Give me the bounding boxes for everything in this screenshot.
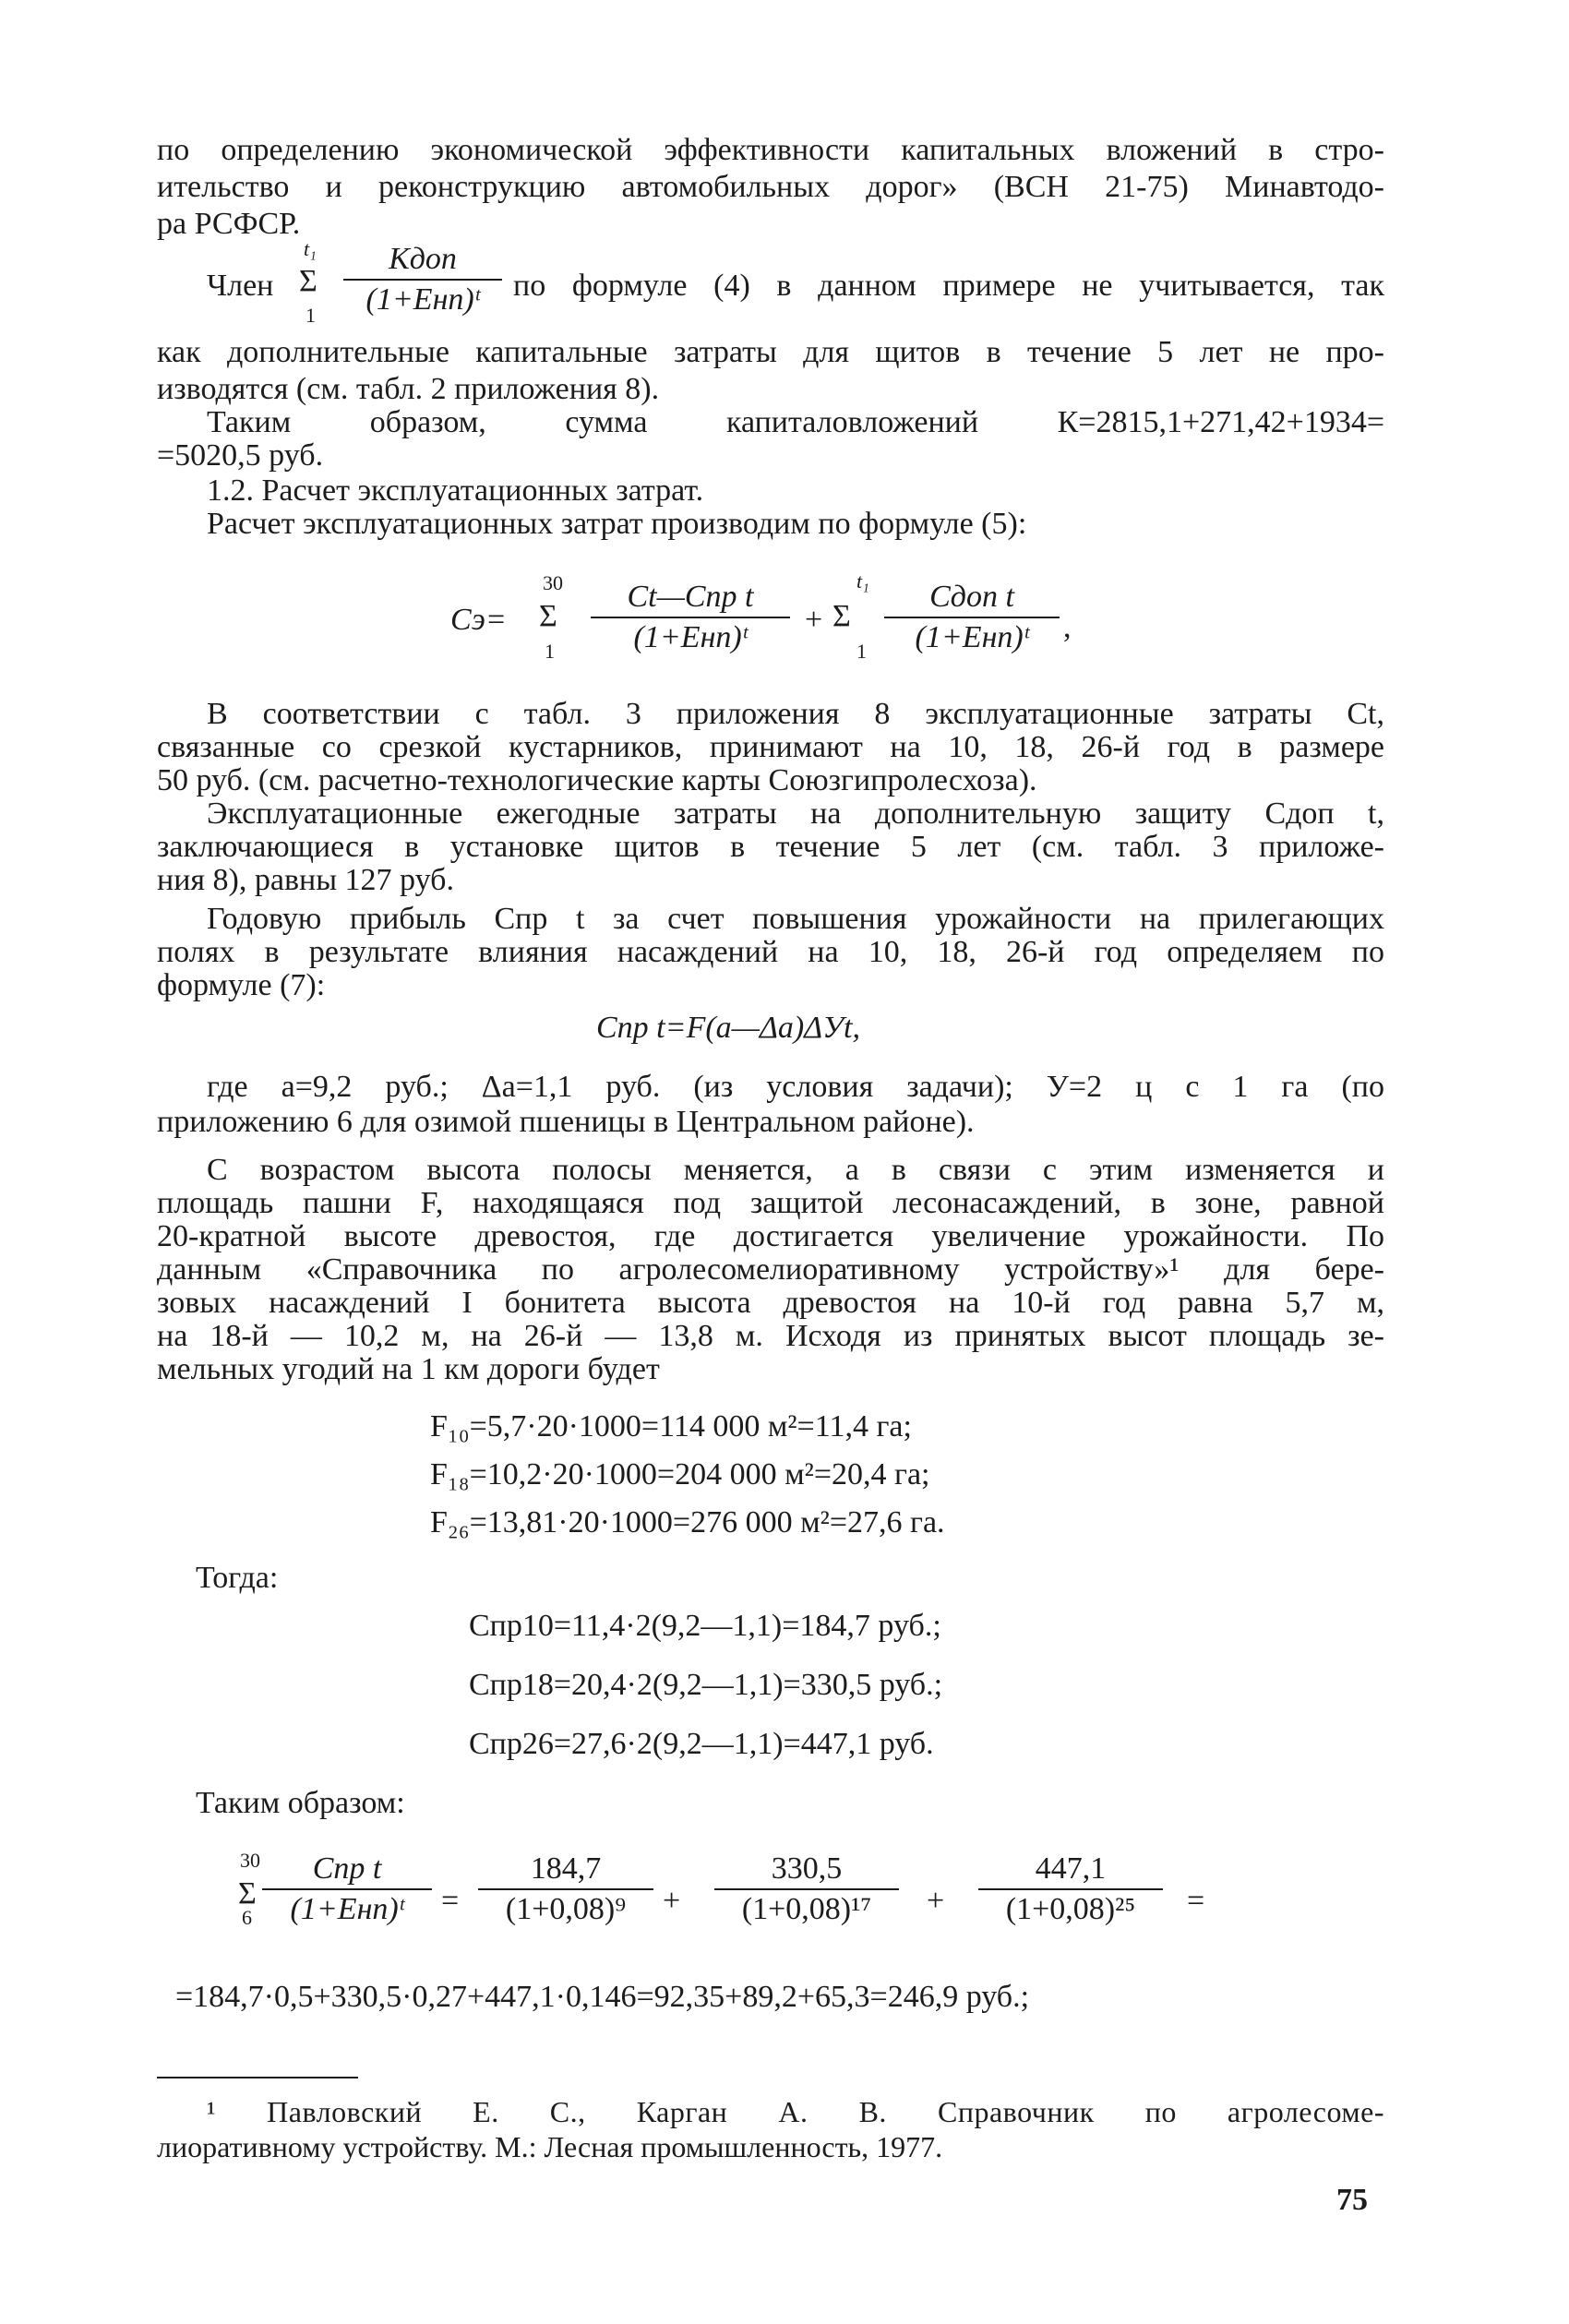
text-line: Эксплуатационные ежегодные затраты на дополнительную защиту Сдоп t, xyxy=(207,797,1384,831)
fraction-numerator: 330,5 xyxy=(771,1851,843,1886)
fraction-numerator: Спр t xyxy=(312,1851,382,1886)
text-line: заключающиеся в установке щитов в течение 5 лет (см. табл. 3 приложе- xyxy=(157,830,1384,864)
formula-limit: 6 xyxy=(242,1906,252,1929)
formula-limit: t₁ xyxy=(856,569,869,593)
fraction-denominator: (1+0,08)¹⁷ xyxy=(741,1892,872,1926)
sigma-symbol: Σ xyxy=(299,264,317,298)
formula-fraction xyxy=(591,580,790,655)
formula-fraction xyxy=(884,580,1060,655)
text-line: Тогда: xyxy=(196,1561,279,1595)
text-line: по формуле (4) в данном примере не учитывается, так xyxy=(513,269,1384,303)
plus-sign: + xyxy=(927,1884,945,1918)
sigma-symbol: Σ xyxy=(238,1876,257,1911)
text-line: на 18-й — 10,2 м, на 26-й — 13,8 м. Исходя из принятых высот площадь зе- xyxy=(157,1319,1384,1353)
fraction-bar xyxy=(591,617,790,618)
formula-lhs: Сэ= xyxy=(450,603,507,637)
page-number: 75 xyxy=(1336,2183,1368,2217)
formula-fraction xyxy=(262,1851,432,1927)
formula-fraction xyxy=(343,242,502,317)
formula: Спр26=27,6·2(9,2—1,1)=447,1 руб. xyxy=(469,1727,934,1761)
text-line: =5020,5 руб. xyxy=(157,438,324,473)
text-line: Таким образом: xyxy=(196,1786,405,1820)
fraction-numerator: Кдоп xyxy=(389,242,457,276)
fraction-bar xyxy=(714,1888,899,1890)
equals-sign: = xyxy=(441,1884,460,1918)
fraction-denominator: (1+Енп)ᵗ xyxy=(365,282,480,317)
fraction-numerator: Сt—Спр t xyxy=(627,580,754,614)
text-line: 1.2. Расчет эксплуатационных затрат. xyxy=(207,473,704,508)
formula: F₂₆=13,81·20·1000=276 000 м²=27,6 га. xyxy=(430,1505,945,1539)
formula: =184,7·0,5+330,5·0,27+447,1·0,146=92,35+89,2+65,3=246,9 руб.; xyxy=(175,1980,1030,2014)
fraction-denominator: (1+Енп)ᵗ xyxy=(915,620,1029,654)
formula-limit: 1 xyxy=(545,640,555,663)
sigma-symbol: Σ xyxy=(539,599,557,633)
formula-fraction xyxy=(478,1851,653,1927)
fraction-numerator: 184,7 xyxy=(530,1851,602,1886)
text-line: мельных угодий на 1 км дороги будет xyxy=(157,1352,660,1386)
text-line: ра РСФСР. xyxy=(157,207,301,241)
fraction-numerator: Сдоп t xyxy=(929,580,1014,614)
text-line: по определению экономической эффективности капитальных вложений в стро- xyxy=(157,133,1384,167)
formula: F₁₈=10,2·20·1000=204 000 м²=20,4 га; xyxy=(430,1457,930,1491)
fraction-denominator: (1+0,08)²⁵ xyxy=(1005,1892,1136,1926)
fraction-bar xyxy=(343,279,502,281)
text-line: формуле (7): xyxy=(157,968,326,1002)
fraction-denominator: (1+Енп)ᵗ xyxy=(290,1892,404,1926)
text-line: зовых насаждений I бонитета высота древостоя на 10-й год равна 5,7 м, xyxy=(157,1286,1384,1320)
fraction-bar xyxy=(478,1888,653,1890)
text-line: данным «Справочника по агролесомелиоративному устройству»¹ для бере- xyxy=(157,1252,1384,1287)
formula-limit: t₁ xyxy=(304,237,317,260)
footnote-rule xyxy=(157,2077,358,2078)
formula: F₁₀=5,7·20·1000=114 000 м²=11,4 га; xyxy=(430,1409,912,1444)
formula-limit: 1 xyxy=(856,640,867,663)
text-line: приложению 6 для озимой пшеницы в Центральном районе). xyxy=(157,1105,975,1139)
fraction-denominator: (1+0,08)⁹ xyxy=(505,1892,627,1926)
text-line: Член xyxy=(207,269,274,303)
formula: Спр10=11,4·2(9,2—1,1)=184,7 руб.; xyxy=(469,1609,941,1643)
text-line: связанные со срезкой кустарников, принимают на 10, 18, 26-й год в размере xyxy=(157,730,1384,764)
fraction-bar xyxy=(884,617,1060,618)
plus-sign: + xyxy=(663,1884,681,1918)
text-line: площадь пашни F, находящаяся под защитой лесонасаждений, в зоне, равной xyxy=(157,1186,1384,1220)
text-line: полях в результате влияния насаждений на 10, 18, 26-й год определяем по xyxy=(157,935,1384,969)
fraction-bar xyxy=(262,1888,432,1890)
formula-fraction xyxy=(714,1851,899,1927)
text-line: В соответствии с табл. 3 приложения 8 эксплуатационные затраты Сt, xyxy=(207,697,1384,731)
footnote-line: лиоративному устройству. М.: Лесная промышленность, 1977. xyxy=(157,2130,943,2163)
equals-sign: = xyxy=(1187,1884,1205,1918)
text-line: Годовую прибыль Спр t за счет повышения урожайности на прилегающих xyxy=(207,902,1384,936)
text-line: Расчет эксплуатационных затрат производим по формуле (5): xyxy=(207,507,1027,541)
formula-limit: 1 xyxy=(305,304,316,327)
formula: Спр18=20,4·2(9,2—1,1)=330,5 руб.; xyxy=(469,1668,943,1702)
text-line: где а=9,2 руб.; Δа=1,1 руб. (из условия задачи); У=2 ц с 1 га (по xyxy=(207,1070,1384,1104)
plus-sign: + xyxy=(805,603,823,637)
formula-limit: 30 xyxy=(543,571,563,594)
text-line: 20-кратной высоте древостоя, где достигается увеличение урожайности. По xyxy=(157,1219,1384,1253)
comma: , xyxy=(1063,610,1072,644)
formula-limit: 30 xyxy=(240,1849,260,1872)
footnote-line: ¹ Павловский Е. С., Карган А. В. Справочник по агролесоме- xyxy=(207,2095,1384,2128)
text-line: изводятся (см. табл. 2 приложения 8). xyxy=(157,372,660,406)
text-line: ния 8), равны 127 руб. xyxy=(157,863,454,897)
sigma-symbol: Σ xyxy=(832,599,851,633)
text-line: С возрастом высота полосы меняется, а в связи с этим изменяется и xyxy=(207,1153,1384,1187)
text-line: 50 руб. (см. расчетно-технологические карты Союзгипролесхоза). xyxy=(157,763,1037,797)
formula: Спр t=F(а—Δа)ΔУt, xyxy=(596,1011,860,1045)
fraction-bar xyxy=(978,1888,1163,1890)
text-line: как дополнительные капитальные затраты для щитов в течение 5 лет не про- xyxy=(157,335,1384,369)
text-line: ительство и реконструкцию автомобильных дорог» (ВСН 21-75) Минавтодо- xyxy=(157,170,1384,204)
fraction-denominator: (1+Енп)ᵗ xyxy=(633,620,748,654)
fraction-numerator: 447,1 xyxy=(1035,1851,1107,1886)
formula-fraction xyxy=(978,1851,1163,1927)
text-line: Таким образом, сумма капиталовложений К=2815,1+271,42+1934= xyxy=(207,405,1384,439)
